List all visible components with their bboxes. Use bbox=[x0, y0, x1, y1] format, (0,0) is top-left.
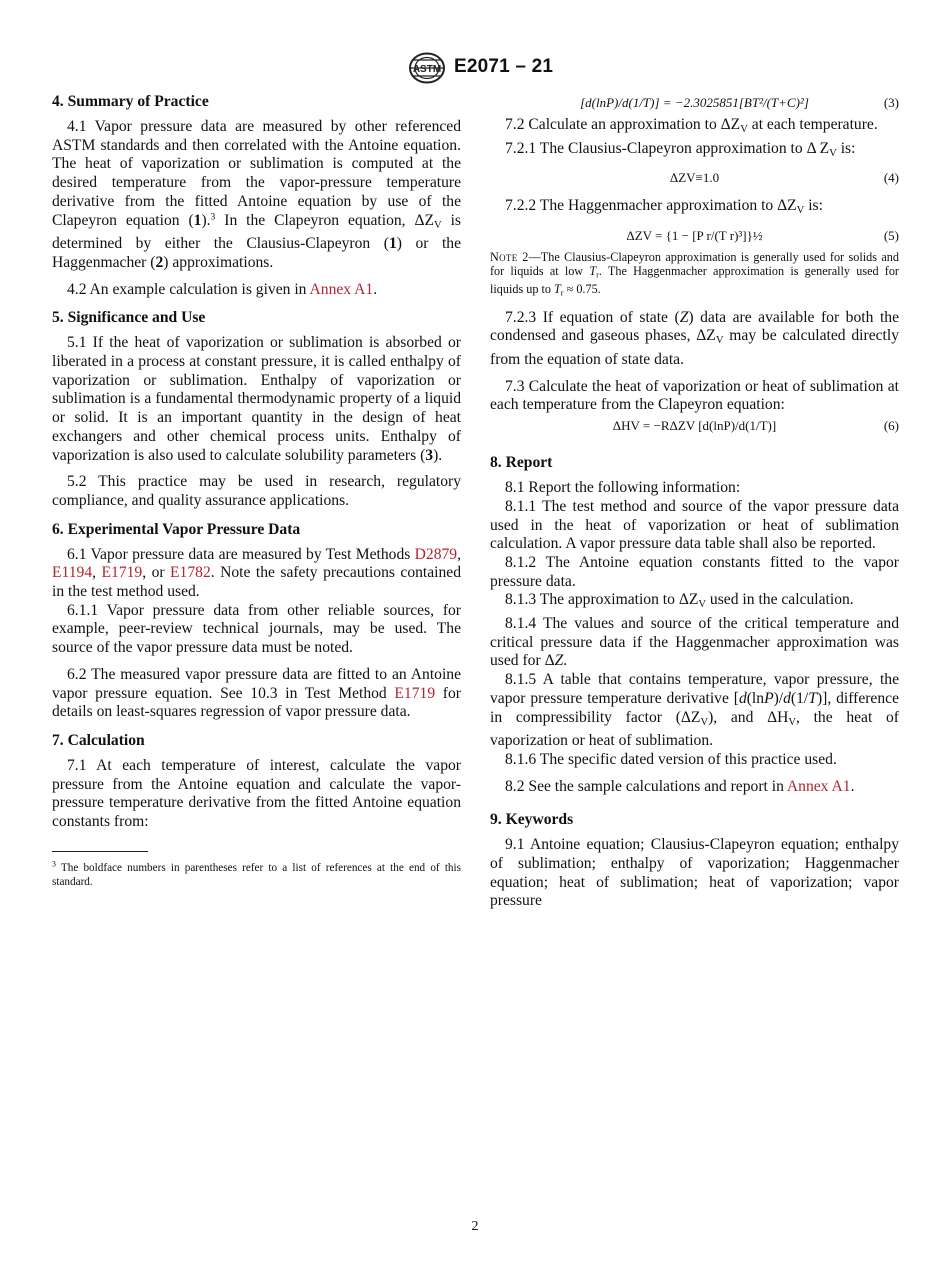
paragraph-8-1-5: 8.1.5 A table that contains temperature, vapor pressure, the vapor pressure temperature derivative [d(lnP)/d(1/T)], difference in compressibility factor $(\Delta Z_V)$, and $\Delta H_V$, the heat of vaporization or heat of sublimation. bbox=[490, 671, 899, 750]
d2879-link[interactable]: D2879 bbox=[414, 545, 458, 563]
paragraph-7-2-2: 7.2.2 The Haggenmacher approximation to $\Delta Z_V$ is: bbox=[505, 197, 823, 217]
reference-2[interactable]: 2 bbox=[155, 253, 164, 271]
e1194-link[interactable]: E1194 bbox=[52, 564, 93, 582]
paragraph-5-1: 5.1 If the heat of vaporization or sublimation is absorbed or liberated in a process at constant pressure, it is called enthalpy of vaporization or sublimation. Enthalpy of vaporization or sublimation is a fundamental thermodynamic property of a liquid or solid. It is an important quantity in the design of heat exchangers and other chemical process units. Enthalpy of vaporization is also used to calculate solubility parameters (3). bbox=[52, 334, 461, 464]
paragraph-7-2-3: 7.2.3 If equation of state (Z) data are available for both the condensed and gaseous phases, $\Delta Z_V$ may be calculated directly from the equation of state data. bbox=[490, 308, 899, 369]
paragraph-8-1-2: 8.1.2 The Antoine equation constants fitted to the vapor pressure data. bbox=[490, 553, 899, 590]
paragraph-6-2: 6.2 The measured vapor pressure data are fitted to an Antoine vapor pressure equation. See 10.3 in Test Method E1719 for details on least-squares regression of vapor pressure data. bbox=[52, 665, 461, 721]
footnote-marker[interactable]: 3 bbox=[210, 211, 216, 223]
paragraph-7-2-1: 7.2.1 The Clausius-Clapeyron approximation to Δ $Z_V$ is: bbox=[505, 139, 856, 159]
equation-6: ΔHV = −RΔZV [d(lnP)/d(1/T)] (6) bbox=[612, 418, 899, 434]
paragraph-6-1-1: 6.1.1 Vapor pressure data from other reliable sources, for example, peer-review technical journals, may be used. The source of the vapor pressure data must be noted. bbox=[52, 601, 461, 657]
section-6-heading: 6. Experimental Vapor Pressure Data bbox=[52, 520, 301, 538]
paragraph-8-1: 8.1 Report the following information: bbox=[505, 479, 741, 497]
astm-logo-icon bbox=[407, 52, 447, 84]
footnote-divider bbox=[52, 851, 148, 852]
section-9-heading: 9. Keywords bbox=[490, 811, 574, 829]
paragraph-5-2: 5.2 This practice may be used in research, regulatory compliance, and quality assurance applications. bbox=[52, 473, 461, 509]
page-number: 2 bbox=[471, 1219, 479, 1234]
e1719-link[interactable]: E1719 bbox=[101, 564, 143, 582]
paragraph-8-2: 8.2 See the sample calculations and report in Annex A1. bbox=[505, 777, 855, 795]
logo-text: ASTM bbox=[412, 64, 442, 75]
reference-1[interactable]: 1 bbox=[193, 211, 202, 229]
equation-4: ΔZV≡1.0 (4) bbox=[669, 170, 899, 186]
paragraph-9-1: 9.1 Antoine equation; Clausius-Clapeyron equation; enthalpy of sublimation; enthalpy of vaporization; Haggenmacher equation; heat of sublimation; heat of vaporization; vapor pressure bbox=[490, 836, 899, 910]
paragraph-6-1: 6.1 Vapor pressure data are measured by Test Methods D2879, E1194, E1719, or E1782. Note the safety precautions contained in the test method used. bbox=[52, 545, 462, 601]
footnote-3: $^3$ The boldface numbers in parentheses refer to a list of references at the end of this standard. bbox=[52, 859, 461, 888]
paragraph-7-1: 7.1 At each temperature of interest, calculate the vapor pressure from the Antoine equation and calculate the vapor-pressure temperature derivative from the fitted Antoine equation constants from: bbox=[52, 756, 461, 831]
left-column bbox=[52, 92, 461, 832]
page-header bbox=[0, 52, 950, 86]
equation-3: [d(lnP)/d(1/T)] = −2.3025851[BT²/(T+C)²] (3) bbox=[580, 95, 899, 110]
reference-3[interactable]: 3 bbox=[425, 446, 434, 464]
annex-a1-link-2[interactable]: Annex A1 bbox=[786, 777, 851, 795]
paragraph-8-1-4: 8.1.4 The values and source of the critical temperature and critical pressure data if the Haggenmacher approximation was used for ΔZ. bbox=[490, 615, 899, 670]
paragraph-8-1-1: 8.1.1 The test method and source of the vapor pressure data used in the heat of vaporization or heat of sublimation calculation. A vapor pressure data table shall also be reported. bbox=[490, 497, 899, 553]
right-column bbox=[490, 92, 899, 911]
e1782-link[interactable]: E1782 bbox=[170, 564, 211, 582]
paragraph-7-2: 7.2 Calculate an approximation to $\Delta Z_V$ at each temperature. bbox=[505, 116, 878, 135]
section-5-heading: 5. Significance and Use bbox=[52, 309, 206, 327]
section-4-heading: 4. Summary of Practice bbox=[52, 93, 209, 110]
e1719-link-2[interactable]: E1719 bbox=[394, 684, 436, 702]
paragraph-8-1-3: 8.1.3 The approximation to $\Delta Z_V$ used in the calculation. bbox=[505, 591, 854, 611]
paragraph-4-1: 4.1 Vapor pressure data are measured by other referenced ASTM standards and then correlated with the Antoine equation. The heat of vaporization or sublimation is computed at the desired temperature from the vapor-pressure temperature derivative from the fitted Antoine equation by use of the Clapeyron equation (1).$^3$ In the Clapeyron equation, $\Delta Z_V$ is determined by either the Clausius-Clapeyron (1) or the Haggenmacher (2) approximations. bbox=[52, 118, 462, 271]
paragraph-7-3: 7.3 Calculate the heat of vaporization or heat of sublimation at each temperature from the Clapeyron equation: bbox=[490, 377, 899, 414]
paragraph-8-1-6: 8.1.6 The specific dated version of this practice used. bbox=[505, 750, 837, 768]
reference-1b[interactable]: 1 bbox=[388, 235, 397, 253]
document-id: E2071 – 21 bbox=[454, 56, 554, 77]
paragraph-4-2: 4.2 An example calculation is given in Annex A1. bbox=[67, 280, 378, 298]
note-2: Note 2—The Clausius-Clapeyron approximation is generally used for solids and for liquids at low $T_r$. The Haggenmacher approximation is generally used for liquids up to $T_r \approx 0.75$. bbox=[490, 250, 899, 298]
annex-a1-link[interactable]: Annex A1 bbox=[309, 280, 374, 298]
section-7-heading: 7. Calculation bbox=[52, 731, 145, 749]
equation-5: ΔZV = {1 − [P r/(T r)³]}½ (5) bbox=[626, 228, 899, 244]
section-8-heading: 8. Report bbox=[490, 454, 553, 472]
